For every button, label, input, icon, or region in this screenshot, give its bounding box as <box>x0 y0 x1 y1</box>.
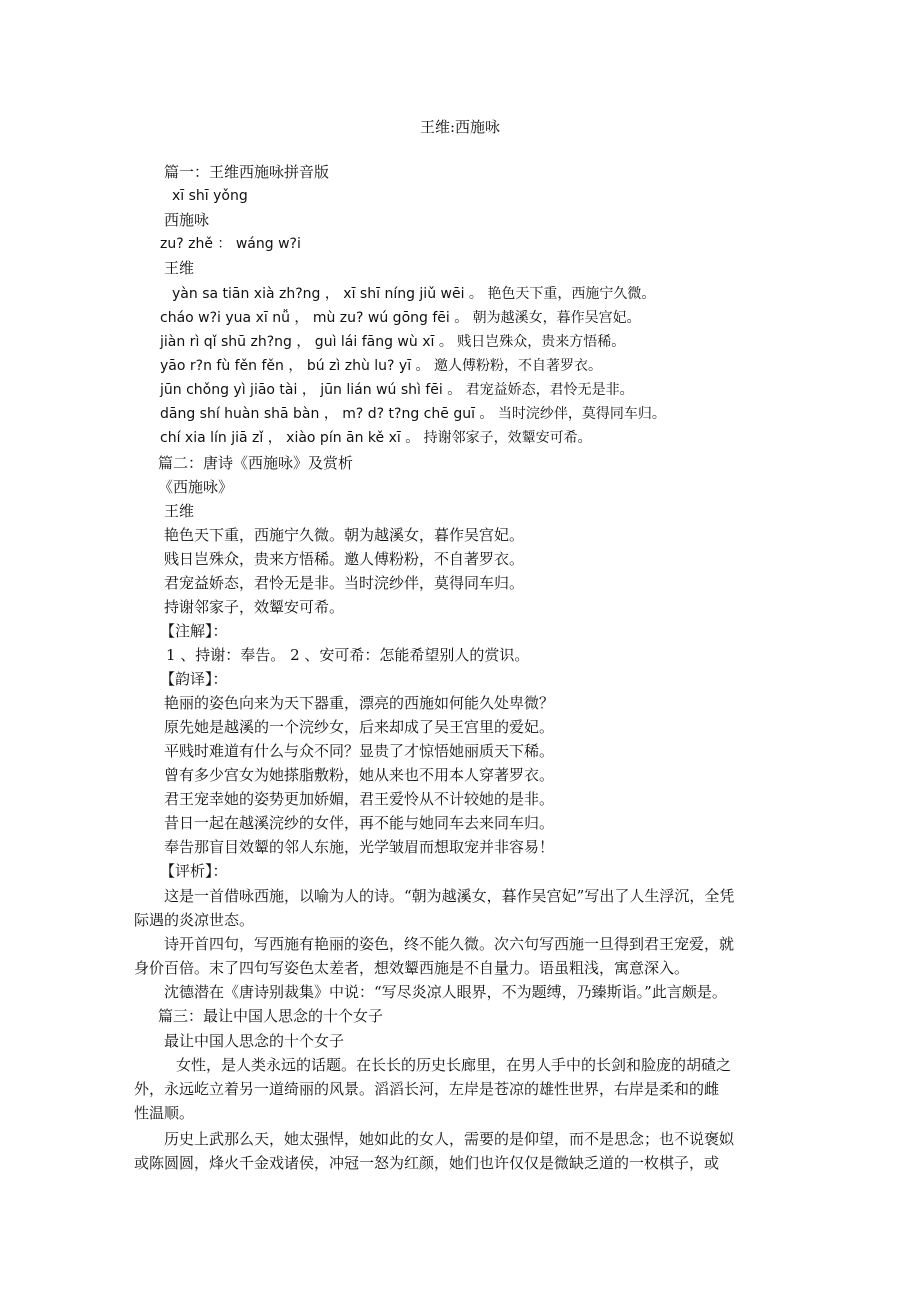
section-heading-2: 篇二：唐诗《西施咏》及赏析 <box>158 454 354 472</box>
article-para-2b: 或陈圆圆，烽火千金戏诸侯，冲冠一怒为红颜，她们也许仅仅是微缺乏道的一枚棋子，或 <box>134 1154 720 1172</box>
translation-line-4: 曾有多少宫女为她搽脂敷粉，她从来也不用本人穿著罗衣。 <box>164 766 555 784</box>
poem-author: 王维 <box>164 259 195 277</box>
translation-heading: 【韵译】： <box>160 670 228 688</box>
article-title: 最让中国人思念的十个女子 <box>164 1032 345 1050</box>
pinyin-title: xī shī yǒng <box>172 188 248 204</box>
document-title: 王维:西施咏 <box>419 118 501 136</box>
poem-title: 西施咏 <box>164 211 210 229</box>
pinyin-line-6: dāng shí huàn shā bàn ， m? d? t?ng chē guī 。 当时浣纱伴，莫得同车归。 <box>160 406 666 422</box>
poem-line-3: 君宠益娇态，君怜无是非。当时浣纱伴，莫得同车归。 <box>164 574 525 592</box>
article-para-2a: 历史上武那么天，她太强悍，她如此的女人，需要的是仰望，而不是思念；也不说褒姒 <box>164 1130 735 1148</box>
pinyin-author: zu? zhě ： wáng w?i <box>160 236 301 252</box>
pinyin-line-7: chí xia lín jiā zǐ ， xiào pín ān kě xī 。 持谢邻家子，效颦安可希。 <box>160 430 592 446</box>
notes-heading: 【注解】： <box>160 622 228 640</box>
analysis-para-2a: 诗开首四句，写西施有艳丽的姿色，终不能久微。次六句写西施一旦得到君王宠爱，就 <box>164 935 735 953</box>
poem-line-4: 持谢邻家子，效颦安可希。 <box>164 598 345 616</box>
poem-line-1: 艳色天下重，西施宁久微。朝为越溪女，暮作吴宫妃。 <box>164 526 525 544</box>
poem-line-2: 贱日岂殊众，贵来方悟稀。邀人傅粉粉，不自著罗衣。 <box>164 550 525 568</box>
analysis-para-1b: 际遇的炎凉世态。 <box>134 911 255 929</box>
translation-line-6: 昔日一起在越溪浣纱的女伴，再不能与她同车去来同车归。 <box>164 814 555 832</box>
article-para-1b: 外，永远屹立着另一道绮丽的风景。滔滔长河，左岸是苍凉的雄性世界，右岸是柔和的雌 <box>134 1080 720 1098</box>
notes-text: 1 、持谢：奉告。 2 、安可希：怎能希望别人的赏识。 <box>166 646 530 664</box>
pinyin-line-5: jūn chǒng yì jiāo tài ， jūn lián wú shì fēi 。 君宠益娇态，君怜无是非。 <box>160 382 634 398</box>
translation-line-7: 奉告那盲目效颦的邻人东施，光学皱眉而想取宠并非容易！ <box>164 838 555 856</box>
section-heading-1: 篇一：王维西施咏拼音版 <box>164 163 330 181</box>
analysis-para-2b: 身价百倍。末了四句写姿色太差者，想效颦西施是不自量力。语虽粗浅，寓意深入。 <box>134 959 690 977</box>
pinyin-line-4: yāo r?n fù fěn fěn ， bú zì zhù lu? yī 。 邀人傅粉粉，不自著罗衣。 <box>160 358 602 374</box>
analysis-para-3: 沈德潜在《唐诗别裁集》中说：“写尽炎凉人眼界，不为题缚，乃臻斯诣。”此言颇是。 <box>164 983 727 1001</box>
pinyin-line-2: cháo w?i yua xī nǚ ， mù zu? wú gōng fēi 。 朝为越溪女，暮作吴宫妃。 <box>160 310 641 326</box>
pinyin-line-3: jiàn rì qǐ shū zh?ng ， guì lái fāng wù xī 。 贱日岂殊众，贵来方悟稀。 <box>160 334 626 350</box>
poem-title-2: 《西施咏》 <box>158 478 234 496</box>
analysis-heading: 【评析】： <box>160 862 228 880</box>
translation-line-3: 平贱时难道有什么与众不同？显贵了才惊悟她丽质天下稀。 <box>164 742 555 760</box>
translation-line-2: 原先她是越溪的一个浣纱女，后来却成了吴王宫里的爱妃。 <box>164 718 555 736</box>
translation-line-1: 艳丽的姿色向来为天下器重，漂亮的西施如何能久处卑微？ <box>164 694 555 712</box>
article-para-1c: 性温顺。 <box>134 1104 195 1122</box>
section-heading-3: 篇三：最让中国人思念的十个女子 <box>158 1007 384 1025</box>
article-para-1a: 女性，是人类永远的话题。在长长的历史长廊里，在男人手中的长剑和脸庞的胡碴之 <box>176 1056 732 1074</box>
poem-author-2: 王维 <box>164 502 195 520</box>
pinyin-line-1: yàn sa tiān xià zh?ng ， xī shī níng jiǔ wēi 。 艳色天下重，西施宁久微。 <box>172 286 656 302</box>
translation-line-5: 君王宠幸她的姿势更加娇媚，君王爱怜从不计较她的是非。 <box>164 790 555 808</box>
analysis-para-1a: 这是一首借咏西施，以喻为人的诗。“朝为越溪女，暮作吴宫妃”写出了人生浮沉，全凭 <box>164 887 735 905</box>
